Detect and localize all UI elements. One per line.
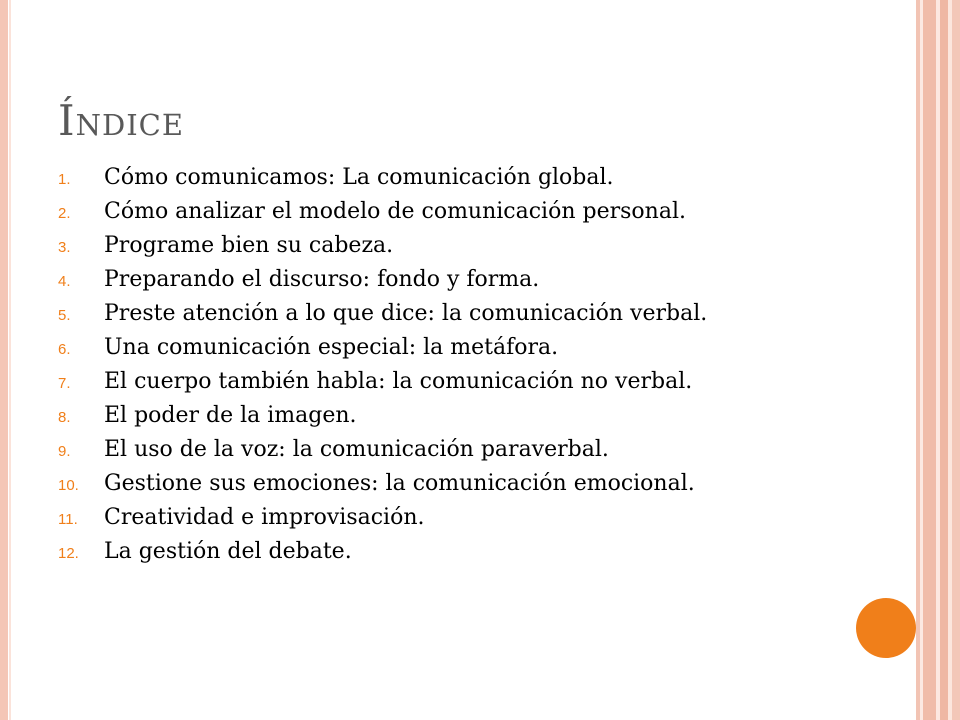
list-item-number: 1.: [58, 171, 71, 188]
stripe: [940, 0, 948, 720]
list-item-number: 12.: [58, 545, 79, 562]
list-item-text: Preste atención a lo que dice: la comunicación verbal.: [104, 301, 708, 326]
list-item-number: 2.: [58, 205, 71, 222]
list-item-number: 6.: [58, 341, 71, 358]
slide-title: Índice: [58, 96, 185, 145]
list-item: [58, 370, 848, 394]
list-item: [58, 166, 848, 190]
list-item-number: 7.: [58, 375, 71, 392]
list-item-text: Cómo comunicamos: La comunicación global.: [104, 165, 614, 190]
list-item-text: Gestione sus emociones: la comunicación emocional.: [104, 471, 695, 496]
list-item-number: 3.: [58, 239, 71, 256]
list-item: [58, 438, 848, 462]
stripe: [952, 0, 960, 720]
list-item: [58, 302, 848, 326]
list-item-number: 10.: [58, 477, 79, 494]
table-of-contents: [58, 166, 848, 574]
list-item-number: 11.: [58, 511, 78, 528]
list-item: [58, 506, 848, 530]
list-item-number: 4.: [58, 273, 71, 290]
list-item: [58, 336, 848, 360]
list-item-number: 8.: [58, 409, 71, 426]
list-item: [58, 404, 848, 428]
left-border-frame: [0, 0, 8, 720]
list-item: [58, 268, 848, 292]
list-item-text: Cómo analizar el modelo de comunicación personal.: [104, 199, 686, 224]
list-item-text: El poder de la imagen.: [104, 403, 357, 428]
list-item: [58, 200, 848, 224]
right-stripe-panel: [916, 0, 960, 720]
list-item: [58, 234, 848, 258]
stripe: [923, 0, 936, 720]
orange-circle-decoration: [856, 598, 916, 658]
list-item-text: El cuerpo también habla: la comunicación no verbal.: [104, 369, 693, 394]
list-item-text: Una comunicación especial: la metáfora.: [104, 335, 559, 360]
list-item: [58, 472, 848, 496]
list-item-number: 5.: [58, 307, 71, 324]
list-item-text: Creatividad e improvisación.: [104, 505, 425, 530]
list-item-number: 9.: [58, 443, 71, 460]
list-item-text: La gestión del debate.: [104, 539, 352, 564]
list-item-text: Programe bien su cabeza.: [104, 233, 394, 258]
left-border-line: [9, 0, 11, 720]
list-item-text: Preparando el discurso: fondo y forma.: [104, 267, 540, 292]
list-item: [58, 540, 848, 564]
list-item-text: El uso de la voz: la comunicación paraverbal.: [104, 437, 609, 462]
